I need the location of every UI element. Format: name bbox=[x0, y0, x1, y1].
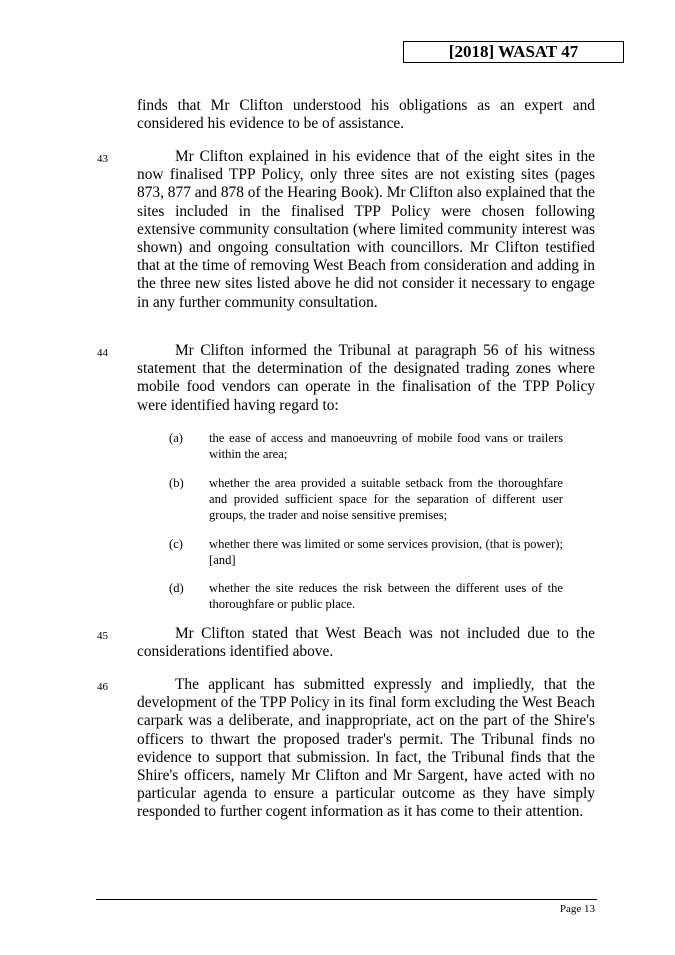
paragraph-continuation: finds that Mr Clifton understood his obligations as an expert and considered his evidence to be of assistance. bbox=[137, 97, 595, 133]
list-label: (a) bbox=[169, 431, 183, 445]
page-number: Page 13 bbox=[559, 903, 595, 915]
citation-box: [2018] WASAT 47 bbox=[403, 41, 624, 63]
list-label: (d) bbox=[169, 581, 184, 595]
paragraph-number-44: 44 bbox=[97, 347, 108, 359]
paragraph-number-43: 43 bbox=[97, 153, 108, 165]
paragraph-number-45: 45 bbox=[97, 630, 108, 642]
paragraph-46: The applicant has submitted expressly and impliedly, that the development of the TPP Policy in its final form excluding the West Beach carpark was a deliberate, and inappropriate, act on the part of the Shire's officers to thwart the proposed trader's permit. The Tribunal finds no evidence to support that submission. In fact, the Tribunal finds that the Shire's officers, namely Mr Clifton and Mr Sargent, have acted with no particular agenda to ensure a particular outcome as they have simply responded to further cogent information as it has come to their attention. bbox=[137, 676, 595, 821]
list-label: (b) bbox=[169, 476, 184, 490]
list-text: whether there was limited or some services provision, (that is power); [and] bbox=[209, 537, 563, 567]
list-text: whether the area provided a suitable setback from the thoroughfare and provided sufficient space for the separation of different user groups, the trader and noise sensitive premises; bbox=[209, 476, 563, 522]
paragraph-43: Mr Clifton explained in his evidence that of the eight sites in the now finalised TPP Policy, only three sites are not existing sites (pages 873, 877 and 878 of the Hearing Book). Mr Clifton also explained that the sites included in the finalised TPP Policy were chosen following extensive community consultation (where limited community interest was shown) and ongoing consultation with councillors. Mr Clifton testified that at the time of removing West Beach from consideration and adding in the three new sites listed above he did not consider it necessary to engage in any further community consultation. bbox=[137, 148, 595, 311]
footer-rule bbox=[96, 899, 597, 900]
list-text: the ease of access and manoeuvring of mobile food vans or trailers within the area; bbox=[209, 431, 563, 461]
list-label: (c) bbox=[169, 537, 183, 551]
paragraph-44: Mr Clifton informed the Tribunal at paragraph 56 of his witness statement that the determination of the designated trading zones where mobile food vendors can operate in the finalisation of the TPP Policy were identified having regard to: bbox=[137, 342, 595, 414]
list-text: whether the site reduces the risk between the different uses of the thoroughfare or public place. bbox=[209, 581, 563, 611]
paragraph-number-46: 46 bbox=[97, 681, 108, 693]
paragraph-45: Mr Clifton stated that West Beach was not included due to the considerations identified above. bbox=[137, 625, 595, 661]
